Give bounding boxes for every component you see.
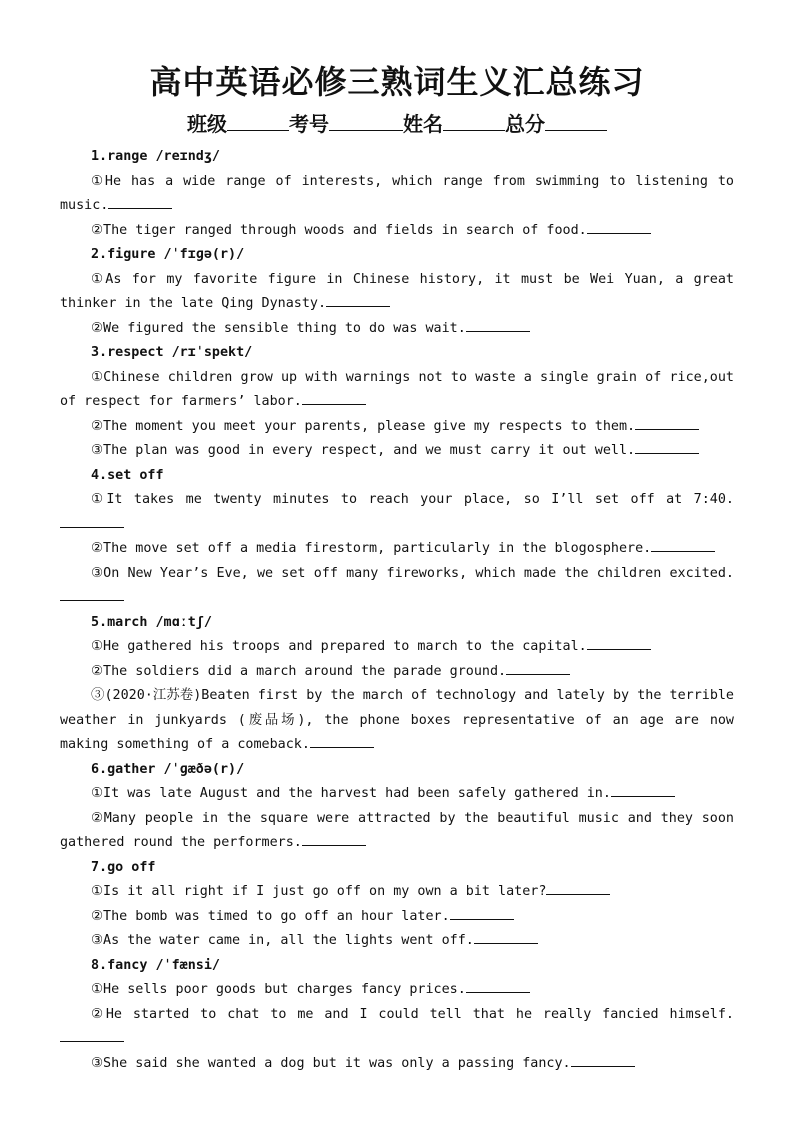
answer-blank[interactable]	[587, 219, 651, 234]
answer-blank[interactable]	[611, 782, 675, 797]
example-sentence	[60, 317, 734, 342]
answer-blank[interactable]	[302, 390, 366, 405]
student-info-row	[0, 108, 794, 140]
answer-blank[interactable]	[450, 905, 514, 920]
answer-blank[interactable]	[571, 1052, 635, 1067]
example-sentence	[60, 537, 734, 562]
answer-blank[interactable]	[60, 586, 124, 601]
sentence-text: ②The soldiers did a march around the parade ground.	[91, 663, 507, 679]
word-heading: 5.march /mɑːtʃ/	[91, 614, 212, 630]
answer-blank[interactable]	[310, 733, 374, 748]
word-heading: 1.range /reɪndʒ/	[91, 149, 220, 164]
example-sentence	[60, 562, 734, 611]
word-heading: 3.respect /rɪˈspekt/	[91, 345, 253, 360]
sentence-text: ②The moment you meet your parents, please give my respects to them.	[91, 418, 636, 434]
sentence-text: ①It takes me twenty minutes to reach your place, so I’ll set off at 7:40.	[91, 492, 734, 507]
sentence-text: ③(2020·江苏卷)Beaten first by the march of technology and lately by the terrible weather in junkyards (废品场), the phone boxes representative of an age are now making something of a comeback.	[60, 688, 734, 752]
example-sentence	[60, 415, 734, 440]
example-sentence	[60, 660, 734, 685]
sentence-text: ①He gathered his troops and prepared to march to the capital.	[91, 639, 587, 654]
answer-blank[interactable]	[60, 1027, 124, 1042]
number-label: 考号	[289, 112, 329, 136]
example-sentence	[60, 268, 734, 317]
sentence-text: ②Many people in the square were attracted by the beautiful music and they soon gathered round the performers.	[60, 810, 734, 850]
answer-blank[interactable]	[474, 929, 538, 944]
sentence-text: ③As the water came in, all the lights went off.	[91, 933, 474, 948]
example-sentence	[60, 170, 734, 219]
example-sentence	[60, 684, 734, 758]
sentence-text: ①He has a wide range of interests, which range from swimming to listening to music.	[60, 173, 734, 213]
answer-blank[interactable]	[651, 537, 715, 552]
sentence-text: ②The tiger ranged through woods and fields in search of food.	[91, 222, 587, 238]
word-heading: 2.figure /ˈfɪɡə(r)/	[91, 247, 245, 262]
answer-blank[interactable]	[546, 880, 610, 895]
sentence-text: ③On New Year’s Eve, we set off many fireworks, which made the children excited.	[91, 565, 734, 581]
answer-blank[interactable]	[302, 831, 366, 846]
word-heading: 6.gather /ˈɡæðə(r)/	[91, 761, 245, 777]
word-heading: 7.go off	[91, 859, 156, 875]
answer-blank[interactable]	[635, 415, 699, 430]
page-title: 高中英语必修三熟词生义汇总练习	[149, 63, 645, 101]
class-blank[interactable]	[227, 110, 289, 131]
answer-blank[interactable]	[60, 513, 124, 528]
example-sentence	[60, 807, 734, 856]
sentence-text: ③The plan was good in every respect, and we must carry it out well.	[91, 443, 636, 458]
score-blank[interactable]	[545, 110, 607, 131]
example-sentence	[60, 929, 734, 954]
score-label: 总分	[505, 112, 545, 136]
number-blank[interactable]	[329, 110, 403, 131]
example-sentence	[60, 978, 734, 1003]
example-sentence	[60, 366, 734, 415]
answer-blank[interactable]	[635, 439, 699, 454]
sentence-text: ③She said she wanted a dog but it was only a passing fancy.	[91, 1055, 571, 1071]
sentence-text: ①It was late August and the harvest had been safely gathered in.	[91, 786, 611, 801]
example-sentence	[60, 219, 734, 244]
example-sentence	[60, 635, 734, 660]
example-sentence	[60, 782, 734, 807]
example-sentence	[60, 905, 734, 930]
name-label: 姓名	[403, 112, 443, 136]
example-sentence	[60, 1052, 734, 1077]
answer-blank[interactable]	[326, 292, 390, 307]
example-sentence	[60, 439, 734, 464]
sentence-text: ②He started to chat to me and I could tell that he really fancied himself.	[91, 1006, 734, 1022]
sentence-text: ②The bomb was timed to go off an hour later.	[91, 908, 450, 924]
answer-blank[interactable]	[466, 978, 530, 993]
sentence-text: ②The move set off a media firestorm, particularly in the blogosphere.	[91, 541, 652, 556]
sentence-text: ①As for my favorite figure in Chinese history, it must be Wei Yuan, a great thinker in the late Qing Dynasty.	[60, 271, 734, 311]
answer-blank[interactable]	[506, 660, 570, 675]
answer-blank[interactable]	[108, 194, 172, 209]
example-sentence	[60, 488, 734, 537]
sentence-text: ①Is it all right if I just go off on my own a bit later?	[91, 884, 547, 899]
word-heading: 4.set off	[91, 467, 164, 483]
example-sentence	[60, 880, 734, 905]
sentence-text: ①He sells poor goods but charges fancy prices.	[91, 982, 466, 997]
example-sentence	[60, 1003, 734, 1052]
answer-blank[interactable]	[466, 317, 530, 332]
class-label: 班级	[187, 112, 227, 136]
sentence-text: ②We figured the sensible thing to do was wait.	[91, 320, 466, 336]
exercise-list	[60, 145, 734, 1076]
word-heading: 8.fancy /ˈfænsi/	[91, 957, 220, 973]
name-blank[interactable]	[443, 110, 505, 131]
answer-blank[interactable]	[587, 635, 651, 650]
sentence-text: ①Chinese children grow up with warnings not to waste a single grain of rice,out of respect for farmers’ labor.	[60, 369, 734, 409]
